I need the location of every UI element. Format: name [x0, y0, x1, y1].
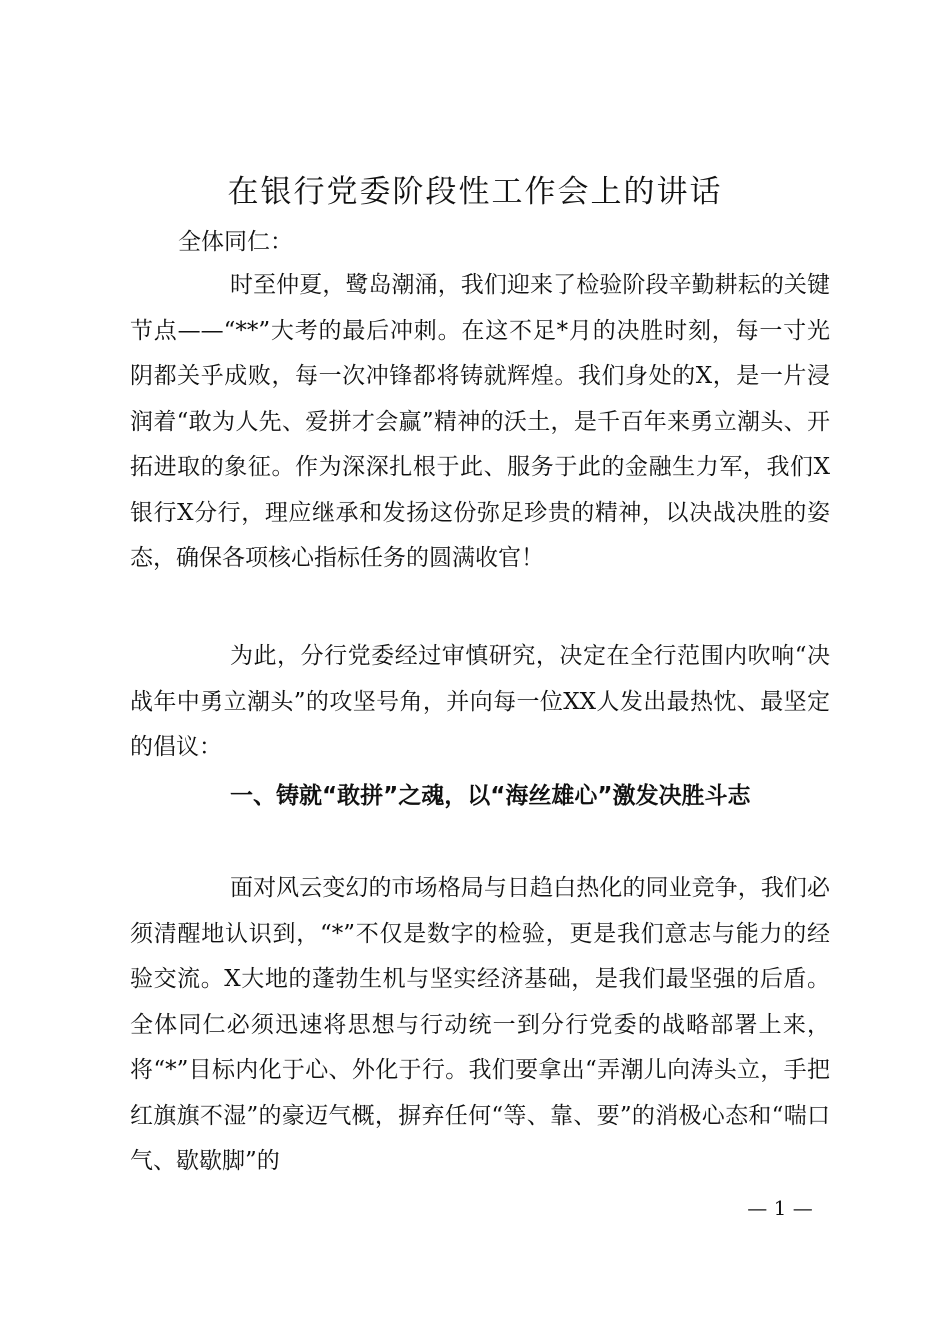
- document-title: 在银行党委阶段性工作会上的讲话: [227, 174, 723, 210]
- body-paragraph: 时至仲夏，鹭岛潮涌，我们迎来了检验阶段辛勤耕耘的关键节点——“**”大考的最后冲刺。在这不足*月的决胜时刻，每一寸光阴都关乎成败，每一次冲锋都将铸就辉煌。我们身处的X，是一片浸润着“敢为人先、爱拼才会赢”精神的沃土，是千百年来勇立潮头、开拓进取的象征。作为深深扎根于此、服务于此的金融生力军，我们X银行X分行，理应继承和发扬这份弥足珍贵的精神，以决战决胜的姿态，确保各项核心指标任务的圆满收官！: [130, 272, 830, 571]
- salutation: 全体同仁：: [178, 229, 293, 255]
- section-heading: 一、铸就“敢拼”之魂，以“海丝雄心”激发决胜斗志: [230, 783, 751, 809]
- page-number: — 1 —: [747, 1196, 813, 1220]
- body-paragraph: 为此，分行党委经过审慎研究，决定在全行范围内吹响“决战年中勇立潮头”的攻坚号角，并向每一位XX人发出最热忱、最坚定的倡议：: [130, 643, 830, 760]
- section-paragraph: 面对风云变幻的市场格局与日趋白热化的同业竞争，我们必须清醒地认识到，“*”不仅是数字的检验，更是我们意志与能力的经验交流。X大地的蓬勃生机与坚实经济基础，是我们最坚强的后盾。全体同仁必须迅速将思想与行动统一到分行党委的战略部署上来，将“*”目标内化于心、外化于行。我们要拿出“弄潮儿向涛头立，手把红旗旗不湿”的豪迈气概，摒弃任何“等、靠、要”的消极心态和“喘口气、歇歇脚”的: [130, 875, 830, 1174]
